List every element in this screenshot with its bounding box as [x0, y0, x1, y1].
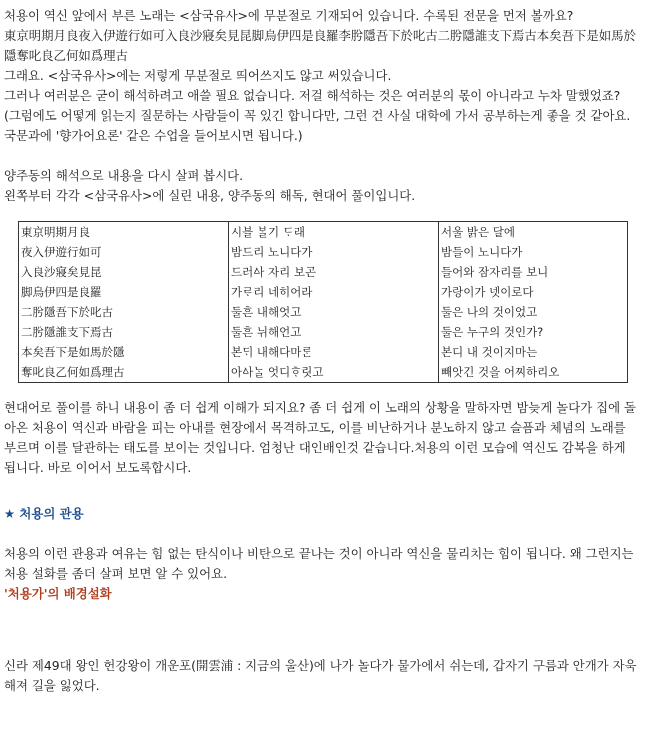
paragraph: 그러나 여러분은 굳이 해석하려고 애쓸 필요 없습니다. 저걸 해석하는 것은 여러분의 몫이 아니라고 누차 말했었죠? (그럼에도 어떻게 읽는지 질문하는 사람들이 꼭 있긴 합니다만, 그런 건 사실 대학에 가서 공부하는게 좋을 것 같아요. 국문과에 '향가어요론' 같은 수업을 들어보시면 됩니다.)	[4, 88, 631, 143]
comparison-table	[18, 221, 628, 383]
original-text-cell: 奪叱良乙何如爲理古	[19, 362, 229, 383]
sub-heading: '처용가'의 배경설화	[4, 586, 112, 601]
table-row	[19, 362, 628, 383]
yang-judong-reading-cell: 시블 ᄇᆞᆯ기 ᄃᆞ래	[229, 222, 439, 243]
modern-translation-cell: 들어와 잠자리를 보니	[439, 262, 628, 282]
original-text-cell: 二肹隱吾下於叱古	[19, 302, 229, 322]
table-row	[19, 342, 628, 362]
spacer	[4, 604, 638, 656]
spacer	[4, 146, 638, 166]
modern-translation-cell: 둘은 누구의 것인가?	[439, 322, 628, 342]
table-row	[19, 322, 628, 342]
original-text-cell: 入良沙寢矣見昆	[19, 262, 229, 282]
intro-paragraph: 처용이 역신 앞에서 부른 노래는 <삼국유사>에 무분절로 기재되어 있습니다. 수록된 전문을 먼저 볼까요?	[4, 8, 574, 23]
modern-translation-cell: 서울 밝은 달에	[439, 222, 628, 243]
modern-translation-cell: 밤들이 노니다가	[439, 242, 628, 262]
paragraph: 그래요. <삼국유사>에는 저렇게 무분절로 띄어쓰지도 않고 써있습니다.	[4, 68, 392, 83]
original-text-cell: 二肹隱誰支下焉古	[19, 322, 229, 342]
original-text-cell: 脚烏伊四是良羅	[19, 282, 229, 302]
yang-judong-reading-cell: 둘흔 뉘해언고	[229, 322, 439, 342]
yang-judong-reading-cell: 드러ᅀᅡ 자리 보곤	[229, 262, 439, 282]
yang-judong-reading-cell: 가ᄅᆞ리 네히어라	[229, 282, 439, 302]
modern-translation-cell: 빼앗긴 것을 어찌하리오	[439, 362, 628, 383]
section-heading: ★ 처용의 관용	[4, 506, 84, 521]
yang-judong-reading-cell: 밤드리 노니다가	[229, 242, 439, 262]
table-row	[19, 282, 628, 302]
table-row	[19, 302, 628, 322]
yang-judong-reading-cell: 아ᅀᅡᄂᆞᆯ 엇디ᄒᆞ릿고	[229, 362, 439, 383]
paragraph: 신라 제49대 왕인 헌강왕이 개운포(開雲浦 : 지금의 울산)에 나가 놀다가 물가에서 쉬는데, 갑자기 구름과 안개가 자욱해져 길을 잃었다.	[4, 658, 637, 693]
table-row	[19, 222, 628, 243]
original-text-cell: 本矣吾下是如馬於隱	[19, 342, 229, 362]
modern-translation-cell: 본디 내 것이지마는	[439, 342, 628, 362]
original-text-cell: 夜入伊遊行如可	[19, 242, 229, 262]
paragraph: 처용의 이런 관용과 여유는 힘 없는 탄식이나 비탄으로 끝나는 것이 아니라 역신을 물리치는 힘이 됩니다. 왜 그런지는 처용 설화를 좀더 살펴 보면 알 수 있어요.	[4, 546, 634, 581]
modern-translation-cell: 가랑이가 넷이로다	[439, 282, 628, 302]
article	[4, 6, 638, 696]
yang-judong-reading-cell: 본ᄃᆡ 내해다마ᄅᆞᆫ	[229, 342, 439, 362]
table-row	[19, 262, 628, 282]
modern-translation-cell: 둘은 나의 것이었고	[439, 302, 628, 322]
paragraph: 왼쪽부터 각각 <삼국유사>에 실린 내용, 양주동의 해독, 현대어 풀이입니다.	[4, 188, 416, 203]
spacer	[4, 524, 638, 544]
yang-judong-reading-cell: 둘흔 내해엇고	[229, 302, 439, 322]
table-row	[19, 242, 628, 262]
paragraph: 현대어로 풀이를 하니 내용이 좀 더 쉽게 이해가 되지요? 좀 더 쉽게 이 노래의 상황을 말하자면 밤늦게 놀다가 집에 돌아온 처용이 역신과 바람을 피는 아내를 현장에서 목격하고도, 이를 비난하거나 분노하지 않고 슬픔과 체념의 노래를 부르며 이를 달관하는 태도를 보이는 것입니다. 엄청난 대인배인것 같습니다.처용의 이런 모습에 역신도 감복을 하게 됩니다. 바로 이어서 보도록합시다.	[4, 400, 636, 475]
original-text-cell: 東京明期月良	[19, 222, 229, 243]
hanja-original-text: 東京明期月良夜入伊遊行如可入良沙寢矣見昆脚烏伊四是良羅李肹隱吾下於叱古二肹隱誰支下焉古本矣吾下是如馬於隱奪叱良乙何如爲理古	[4, 28, 636, 63]
paragraph: 양주동의 해석으로 내용을 다시 살펴 봅시다.	[4, 168, 244, 183]
spacer	[4, 478, 638, 492]
